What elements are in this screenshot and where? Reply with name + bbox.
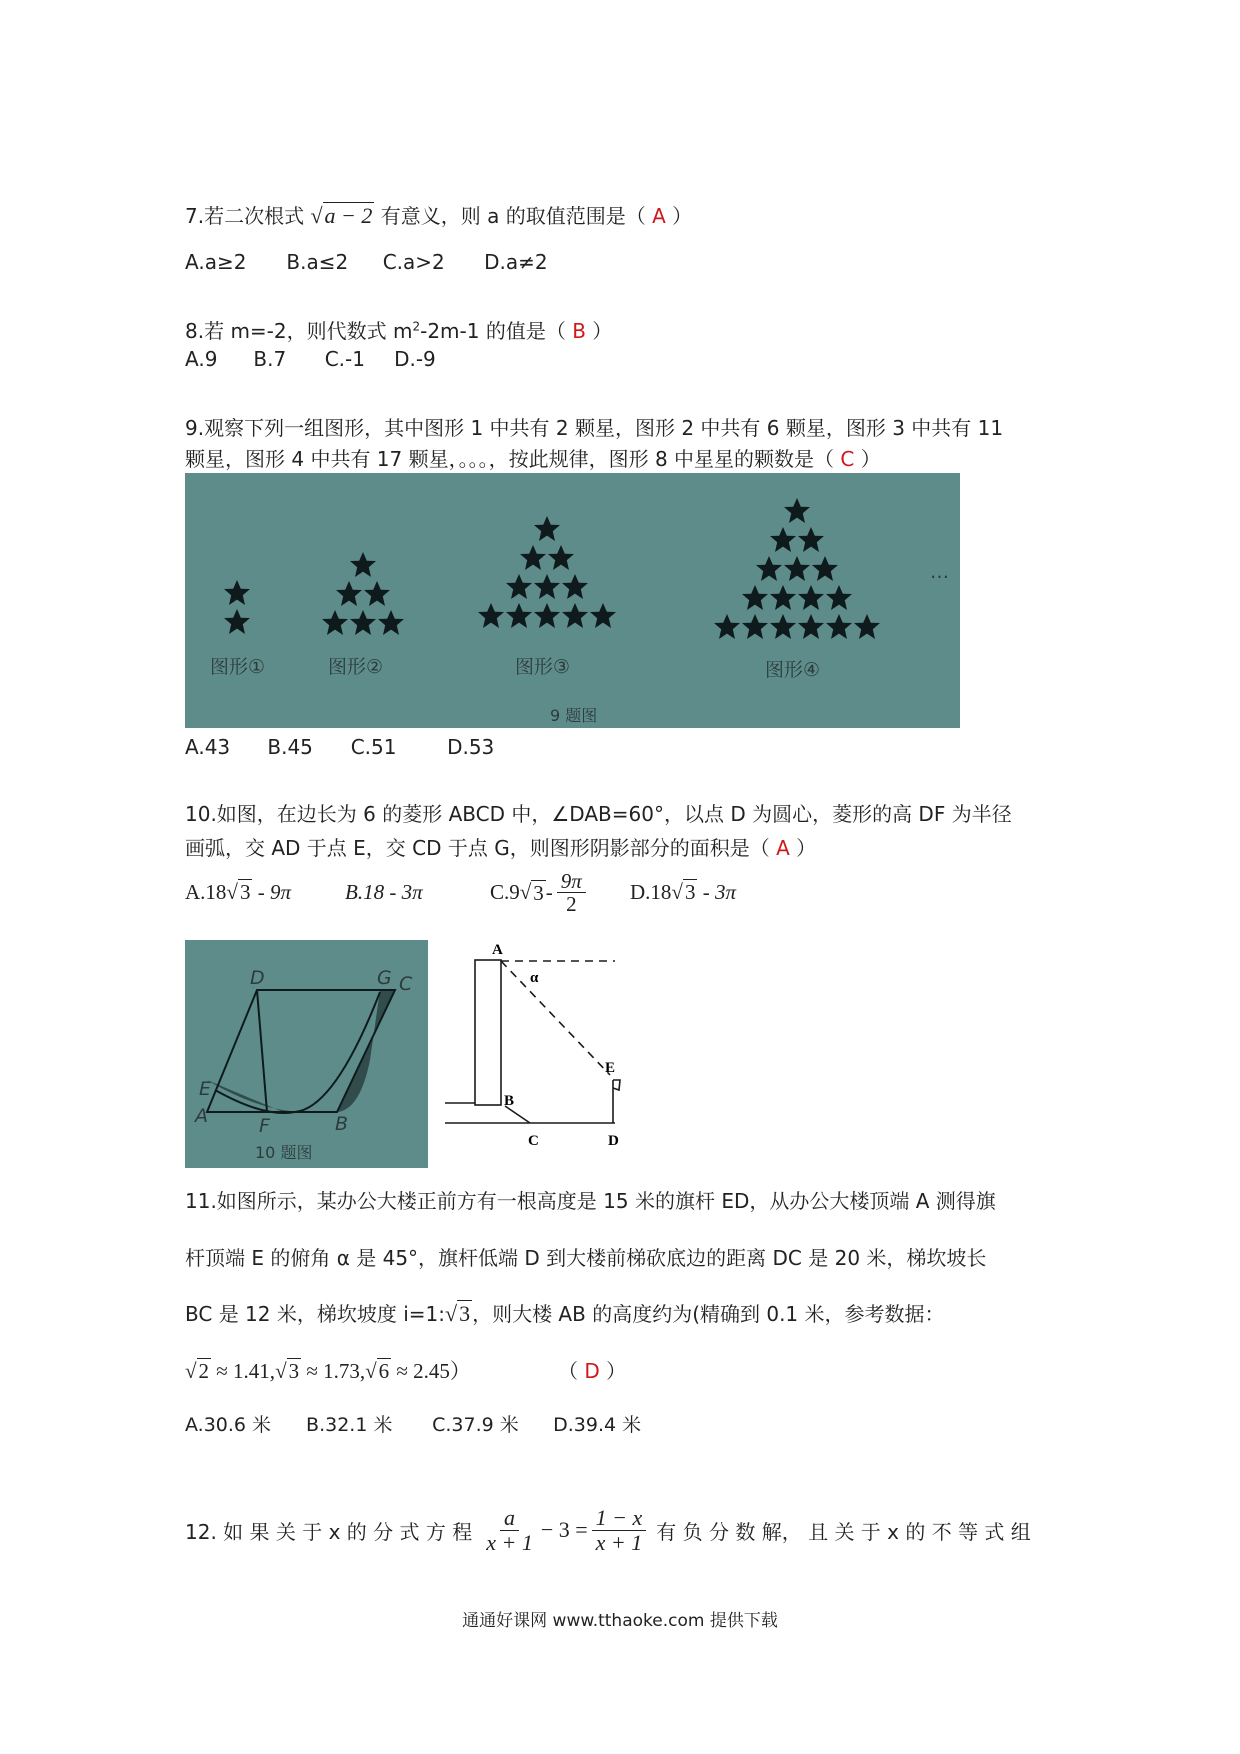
q11-option-c: C.37.9 米 <box>432 1414 519 1436</box>
star-2-1-0 <box>336 581 362 606</box>
q11-stem-line1: 11.如图所示，某办公大楼正前方有一根高度是 15 米的旗杆 ED，从办公大楼顶端 A 测得旗 <box>185 1189 996 1213</box>
star-2-2-2 <box>378 610 404 635</box>
figure-ellipsis: … <box>930 561 949 583</box>
q12-stem-text-b: 有 负 分 数 解， 且 关 于 x 的 不 等 式 组 <box>656 1519 1031 1544</box>
q11-option-d: D.39.4 米 <box>553 1414 642 1436</box>
q9-option-b: B.45 <box>267 735 313 759</box>
q7-options <box>185 250 548 274</box>
q7-option-b: B.a≤2 <box>286 250 349 274</box>
q10-option-d-radicand: 3 <box>684 880 696 905</box>
footer-download-note: 通通好课网 www.tthaoke.com 提供下载 <box>462 1611 778 1631</box>
star-3-3-3 <box>562 603 588 628</box>
q8-close: ） <box>592 319 613 343</box>
q7-option-c: C.a>2 <box>382 250 445 274</box>
q9-stem-text: 颗星，图形 4 中共有 17 颗星，。。。，按此规律，图形 8 中星星的颗数是（ <box>185 447 835 471</box>
q12-fraction-1-denominator: x + 1 <box>486 1529 533 1555</box>
point-b-label: B <box>335 1113 349 1135</box>
q11-stem-line2: 杆顶端 E 的俯角 α 是 45°，旗杆低端 D 到大楼前梯砍底边的距离 DC 是 20 米，梯坎坡长 <box>185 1246 987 1270</box>
q10-option-a-label: A. <box>185 880 206 905</box>
star-1-1-0 <box>224 609 250 634</box>
q8-option-a: A.9 <box>185 347 218 371</box>
star-2-0-0 <box>350 552 376 577</box>
ref-value-2: ≈ 1.73, <box>301 1359 366 1383</box>
q11-options <box>185 1410 641 1437</box>
star-3-3-1 <box>506 603 532 628</box>
q11-figure <box>445 940 645 1150</box>
q9-answer: C <box>840 447 855 471</box>
q11-option-b: B.32.1 米 <box>306 1414 393 1436</box>
q11-sqrt-3: √3 <box>445 1301 471 1326</box>
figure-label-1: 图形① <box>210 656 266 678</box>
star-4-4-2 <box>770 614 796 639</box>
q7-stem-text: 7.若二次根式 <box>185 204 305 228</box>
q9-option-a: A.43 <box>185 735 231 759</box>
q10-option-a-rest: - 9π <box>252 880 291 905</box>
q10-option-d-label: D. <box>630 880 651 905</box>
point-f-label: F <box>259 1115 270 1137</box>
q8-option-d: D.-9 <box>394 347 436 371</box>
point-d-label: D <box>608 1133 619 1149</box>
q8-option-c: C.-1 <box>324 347 365 371</box>
q10-option-c-fraction <box>557 870 586 915</box>
point-c-label: C <box>399 973 413 995</box>
star-3-0-0 <box>534 516 560 541</box>
q7-answer: A <box>652 204 666 228</box>
point-b-label: B <box>504 1093 515 1109</box>
ref-sqrt-2: 2 <box>198 1359 210 1383</box>
q9-options <box>185 735 494 759</box>
q7-option-a: A.a≥2 <box>185 250 247 274</box>
q10-option-b: B.18 - 3π <box>345 880 423 905</box>
building <box>475 960 501 1105</box>
star-4-2-0 <box>756 556 782 581</box>
q9-close: ） <box>860 447 881 471</box>
star-3-1-0 <box>520 545 546 570</box>
q12-fraction-2-numerator: 1 − x <box>592 1506 647 1530</box>
star-4-4-0 <box>714 614 740 639</box>
q11-stem-text-b: ，则大楼 AB 的高度约为(精确到 0.1 米，参考数据： <box>472 1302 945 1326</box>
q10-option-d-coef: 18 <box>650 880 672 905</box>
star-3-2-0 <box>506 574 532 599</box>
star-4-4-5 <box>854 614 880 639</box>
q10-option-c-coef: 9 <box>509 880 520 905</box>
flag <box>613 1080 620 1090</box>
ref-value-1: ≈ 1.41, <box>211 1359 276 1383</box>
q7-stem-text-2: 有意义，则 a 的取值范围是（ <box>380 204 646 228</box>
point-c-label: C <box>528 1133 539 1149</box>
star-3-3-0 <box>478 603 504 628</box>
q11-stem-line3 <box>185 1298 945 1327</box>
star-4-3-1 <box>770 585 796 610</box>
point-e-label: E <box>199 1078 212 1100</box>
q10-option-c-minus: - <box>545 880 553 905</box>
star-4-4-3 <box>798 614 824 639</box>
sight-line-ae <box>501 961 610 1075</box>
point-a-label: A <box>492 942 503 958</box>
q12-fraction-2 <box>592 1506 647 1553</box>
q10-option-c-label: C. <box>490 880 510 905</box>
star-2-2-1 <box>350 610 376 635</box>
q8-stem-text: 8.若 m=-2，则代数式 m <box>185 319 413 343</box>
q11-stem-text-a: BC 是 12 米，梯坎坡度 i=1: <box>185 1302 445 1326</box>
figure-label-2: 图形② <box>328 656 384 678</box>
q11-reference-data: √2 ≈ 1.41,√3 ≈ 1.73,√6 ≈ 2.45） <box>185 1359 471 1383</box>
q8-options <box>185 347 436 371</box>
q12-fraction-2-denominator: x + 1 <box>595 1529 643 1555</box>
q7-radical: √a − 2 <box>310 203 373 228</box>
star-4-1-1 <box>798 527 824 552</box>
q10-option-d-rest: - 3π <box>697 880 736 905</box>
star-3-3-2 <box>534 603 560 628</box>
q11-answer: D <box>584 1359 600 1383</box>
q10-figure-caption: 10 题图 <box>255 1143 313 1162</box>
figure-label-4: 图形④ <box>765 659 821 681</box>
q11-close: ） <box>606 1359 627 1383</box>
q10-stem-line1: 10.如图，在边长为 6 的菱形 ABCD 中，∠DAB=60°，以点 D 为圆心，菱形的高 DF 为半径 <box>185 802 1012 826</box>
q11-open: （ <box>558 1359 578 1383</box>
q8-option-b: B.7 <box>253 347 287 371</box>
q7-option-d: D.a≠2 <box>484 250 548 274</box>
ref-sqrt-6: 6 <box>378 1359 390 1383</box>
q11-option-a: A.30.6 米 <box>185 1414 272 1436</box>
q9-stem-line2 <box>185 443 881 472</box>
q10-close: ） <box>796 836 817 860</box>
q10-answer: A <box>776 836 790 860</box>
q9-option-c: C.51 <box>350 735 397 759</box>
q12-fraction-1 <box>482 1506 537 1553</box>
star-4-0-0 <box>784 498 810 523</box>
q10-option-c-numerator: 9π <box>557 870 586 893</box>
star-2-2-0 <box>322 610 348 635</box>
q7-close: ） <box>672 204 693 228</box>
q12-minus-three: − 3 = <box>540 1517 588 1542</box>
q12-fraction-1-numerator: a <box>500 1506 519 1530</box>
q10-option-c-radicand: 3 <box>533 880 544 905</box>
q10-option-c-denominator: 2 <box>566 892 577 917</box>
rhombus-figure <box>185 940 428 1168</box>
height-df <box>257 990 267 1112</box>
q11-answer-bracket <box>558 1355 626 1384</box>
q12-stem <box>185 1495 1031 1565</box>
q12-stem-text-a: 12. 如 果 关 于 x 的 分 式 方 程 <box>185 1519 473 1544</box>
star-3-1-1 <box>548 545 574 570</box>
star-groups <box>224 498 880 639</box>
star-4-4-1 <box>742 614 768 639</box>
star-3-2-2 <box>562 574 588 599</box>
q11-sqrt-radicand: 3 <box>459 1301 471 1326</box>
shaded-region-left <box>207 1080 317 1112</box>
q10-option-d: D.18√3 - 3π <box>630 880 736 905</box>
q7-stem <box>185 200 692 229</box>
q8-answer: B <box>572 319 586 343</box>
star-4-3-3 <box>826 585 852 610</box>
figure-caption: 9 题图 <box>550 706 598 725</box>
point-d-label: D <box>250 967 265 989</box>
alpha-label: α <box>530 970 539 986</box>
q8-exponent: 2 <box>412 319 421 334</box>
star-1-0-0 <box>224 580 250 605</box>
q10-option-a: A.18√3 - 9π <box>185 880 291 905</box>
star-4-2-2 <box>812 556 838 581</box>
q10-option-a-radicand: 3 <box>239 880 251 905</box>
q8-stem <box>185 315 612 344</box>
q9-option-d: D.53 <box>447 735 495 759</box>
star-4-3-2 <box>798 585 824 610</box>
q9-figure <box>185 473 960 728</box>
point-g-label: G <box>377 967 392 989</box>
q7-radicand: a − 2 <box>324 203 373 228</box>
q10-option-a-coef: 18 <box>205 880 227 905</box>
point-a-label: A <box>195 1105 208 1127</box>
star-3-3-4 <box>590 603 616 628</box>
ref-sqrt-3: 3 <box>288 1359 300 1383</box>
figure-label-3: 图形③ <box>515 656 571 678</box>
star-4-3-0 <box>742 585 768 610</box>
ref-value-3: ≈ 2.45） <box>391 1359 471 1383</box>
q9-stem-line1: 9.观察下列一组图形，其中图形 1 中共有 2 颗星，图形 2 中共有 6 颗星，图形 3 中共有 11 <box>185 416 1004 440</box>
q10-option-c: C. 9 √ 3 - $\frac{9\pi}{2}$ <box>490 870 630 915</box>
q10-figure <box>185 940 428 1168</box>
q8-stem-text-2: -2m-1 的值是（ <box>420 319 566 343</box>
q10-stem-text: 画弧，交 AD 于点 E，交 CD 于点 G，则图形阴影部分的面积是（ <box>185 836 770 860</box>
star-3-2-1 <box>534 574 560 599</box>
q10-stem-line2 <box>185 832 816 861</box>
star-4-4-4 <box>826 614 852 639</box>
point-e-label: E <box>605 1060 616 1076</box>
q10-options <box>185 870 736 915</box>
star-4-2-1 <box>784 556 810 581</box>
star-pattern-figure <box>185 473 960 728</box>
star-4-1-0 <box>770 527 796 552</box>
star-2-1-1 <box>364 581 390 606</box>
